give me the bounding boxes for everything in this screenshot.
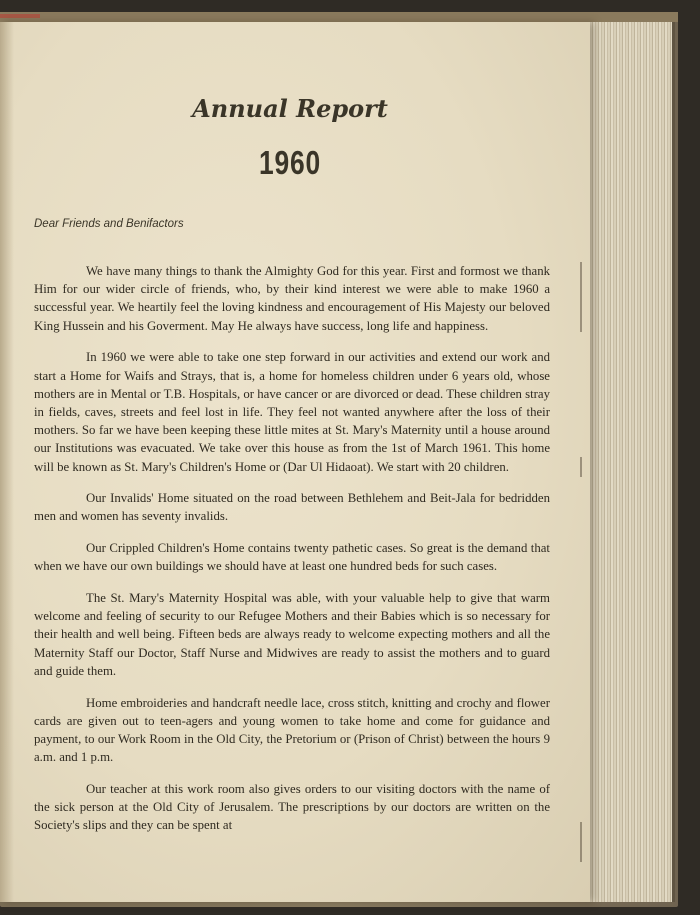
margin-mark — [580, 822, 582, 862]
report-body — [34, 262, 550, 848]
paragraph-crippled-home: Our Crippled Children's Home contains twenty pathetic cases. So great is the demand that when we have our own buildings we should have at least one hundred beds for such cases. — [34, 541, 550, 574]
paragraph-maternity: The St. Mary's Maternity Hospital was able, with your valuable help to give that warm welcome and feeling of security to our Refugee Mothers and their Babies which is so necessary for their health and well being. Fifteen beds are always ready to welcome expecting mothers and all the Maternity Staff our Doctor, Staff Nurse and Midwives are ready to assist the mothers and to guard and guide them. — [34, 591, 550, 678]
paragraph-thanks: We have many things to thank the Almighty God for this year. First and formost we thank Him for our wider circle of friends, who, by their kind interest we were able to make 1960 a successful year. We heartily feel the loving kindness and encouragement of His Majesty our beloved King Hussein and his Goverment. May He always have success, long life and happiness. — [34, 264, 550, 333]
paragraph-invalids-home: Our Invalids' Home situated on the road between Bethlehem and Beit-Jala for bedridden men and women has seventy invalids. — [34, 491, 550, 524]
book-top-edge — [0, 12, 678, 22]
binding-thread — [0, 14, 40, 18]
paragraph-teacher: Our teacher at this work room also gives orders to our visiting doctors with the name of the sick person at the Old City of Jerusalem. The prescriptions by our doctors are written on the Society's slips and they can be spent at — [34, 781, 550, 833]
report-year: 1960 — [259, 144, 321, 181]
report-title: Annual Report — [192, 94, 388, 123]
margin-mark — [580, 457, 582, 477]
margin-mark — [580, 262, 582, 332]
paragraph-waifs-home: In 1960 we were able to take one step forward in our activities and extend our work and start a Home for Waifs and Strays, that is, a home for homeless children under 6 years old, whose mothers are in Mental or T.B. Hospitals, or have cancer or are divorced or dead. These children stray in fields, caves, streets and feel lost in life. They feel not wanted anywhere after the loss of their mothers. So far we have been keeping these little mites at St. Mary's Maternity until a house around our Institutions was evacuated. We take over this house as from the 1st of March 1961. This home will be known as St. Mary's Children's Home or (Dar Ul Hidaoat). We start with 20 children. — [34, 350, 550, 474]
book-page — [0, 22, 590, 902]
page-gutter-shadow — [0, 22, 14, 902]
paragraph-embroideries: Home embroideries and handcraft needle lace, cross stitch, knitting and crochy and flower cards are given out to teen-agers and young women to take home and come for guidance and payment, to our Work Room in the Old City, the Pretorium or (Prison of Christ) between the hours 9 a.m. and 1 p.m. — [34, 695, 550, 765]
salutation: Dear Friends and Benifactors — [34, 218, 184, 230]
